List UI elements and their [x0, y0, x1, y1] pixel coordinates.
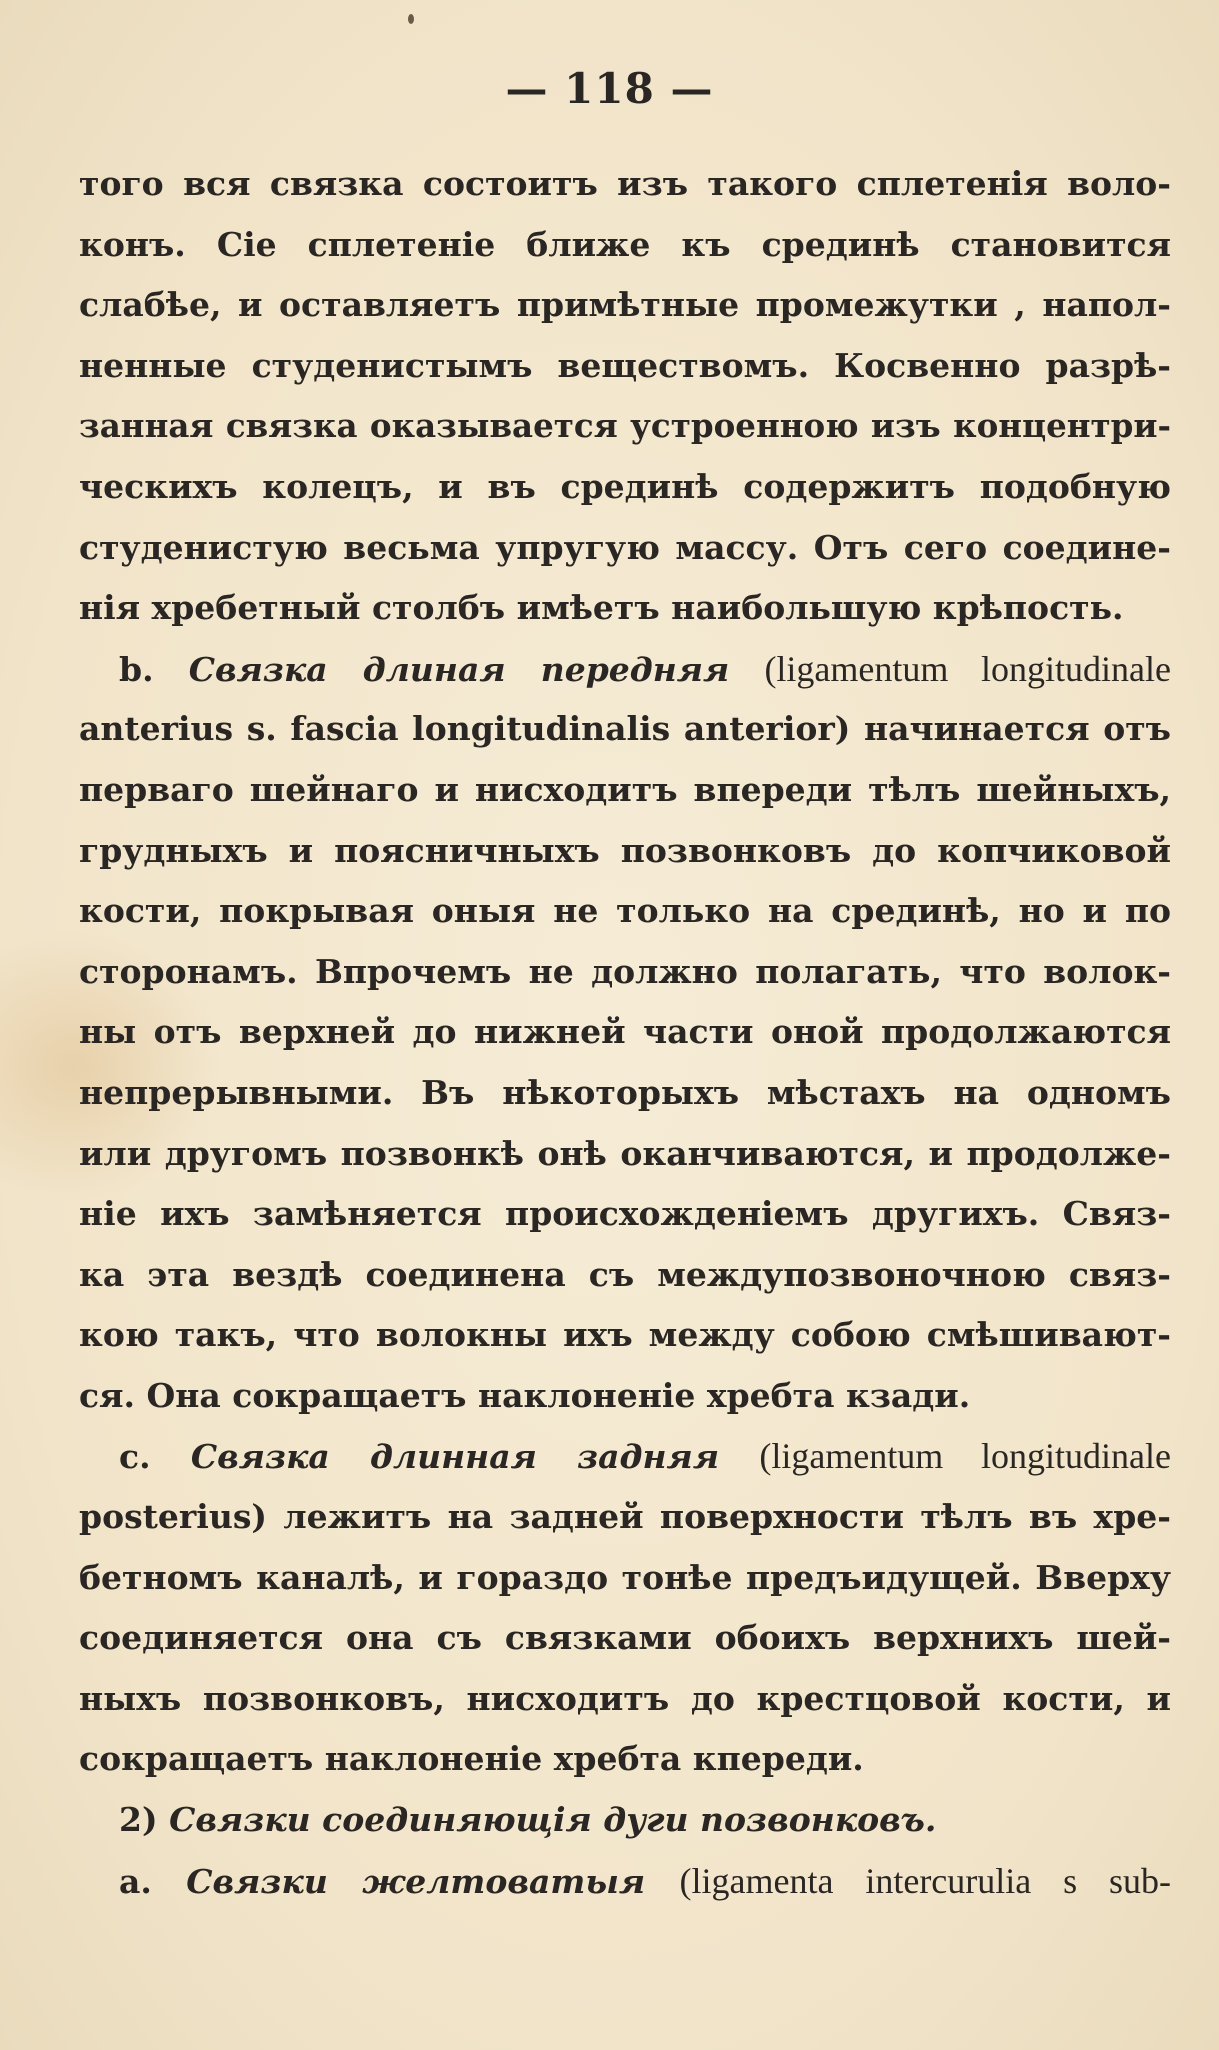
section-2-title: Связки соединяющія дуги позвонковъ.: [169, 1800, 937, 1840]
section-b-latin: (ligamentum longitudinale: [764, 648, 1171, 689]
text-line: студенистую весьма упругую массу. Отъ сего соедине-: [79, 527, 1171, 567]
section-2-marker: 2): [119, 1800, 158, 1840]
page-number: — 118 —: [505, 64, 714, 113]
section-a-latin: (ligamenta intercurulia s sub-: [679, 1860, 1171, 1901]
text-line: ніе ихъ замѣняется происхожденіемъ другихъ. Связ-: [79, 1194, 1171, 1234]
section-a-title: Связки желтоватыя: [186, 1861, 646, 1901]
text-line: или другомъ позвонкѣ онѣ оканчиваются, и продолже-: [79, 1133, 1171, 1173]
text-line: ческихъ колецъ, и въ срединѣ содержитъ подобную: [79, 466, 1171, 506]
text-line: ны отъ верхней до нижней части оной продолжаются: [79, 1012, 1171, 1052]
text-line: бетномъ каналѣ, и гораздо тонѣе предъидущей. Вверху: [79, 1557, 1171, 1597]
text-line: грудныхъ и поясничныхъ позвонковъ до копчиковой: [79, 830, 1171, 870]
section-b-title: Связка длиная передняя: [188, 649, 730, 689]
text-line: сторонамъ. Впрочемъ не должно полагать, что волок-: [79, 951, 1171, 991]
text-line: ныхъ позвонковъ, нисходитъ до крестцовой кости, и: [79, 1678, 1171, 1718]
text-line: слабѣе, и оставляетъ примѣтные промежутки , напол-: [79, 285, 1171, 325]
text-line: того вся связка состоитъ изъ такого сплетенія воло-: [79, 164, 1171, 203]
text-line: перваго шейнаго и нисходитъ впереди тѣлъ шейныхъ,: [79, 769, 1171, 809]
text-line: posterius) лежитъ на задней поверхности тѣлъ въ хре-: [79, 1497, 1171, 1537]
text-line: занная связка оказывается устроенною изъ концентри-: [79, 406, 1171, 446]
text-line: нія хребетный столбъ имѣетъ наибольшую крѣпость.: [79, 588, 1124, 628]
text-line: конъ. Сіе сплетеніе ближе къ срединѣ становится: [79, 224, 1171, 264]
text-line: ка эта вездѣ соединена съ междупозвоночною связ-: [79, 1254, 1171, 1294]
section-b-marker: b.: [119, 649, 154, 689]
text-line: ся. Она сокращаетъ наклоненіе хребта кзади.: [79, 1375, 971, 1415]
text-line: сокращаетъ наклоненіе хребта кпереди.: [79, 1739, 864, 1779]
section-a-heading-line: [79, 1851, 1171, 1912]
section-c-marker: c.: [119, 1437, 151, 1477]
text-line: непрерывными. Въ нѣкоторыхъ мѣстахъ на одномъ: [79, 1072, 1171, 1112]
text-line: кою такъ, что волокны ихъ между собою смѣшивают-: [79, 1315, 1171, 1355]
body-text: [79, 154, 1171, 1911]
section-2-heading: [79, 1790, 1171, 1851]
section-c-latin: (ligamentum longitudinale: [759, 1436, 1171, 1477]
section-c-title: Связка длинная задняя: [190, 1437, 720, 1477]
text-line: anterius s. fascia longitudinalis anterior) начинается отъ: [79, 709, 1171, 749]
section-b-heading-line: [79, 639, 1171, 700]
ink-speck: [408, 14, 414, 24]
section-a-marker: a.: [119, 1861, 152, 1901]
text-line: соединяется она съ связками обоихъ верхнихъ шей-: [79, 1618, 1171, 1658]
section-c-heading-line: [79, 1426, 1171, 1487]
text-line: кости, покрывая оныя не только на срединѣ, но и по: [79, 891, 1171, 931]
text-line: ненные студенистымъ веществомъ. Косвенно разрѣ-: [79, 345, 1171, 385]
